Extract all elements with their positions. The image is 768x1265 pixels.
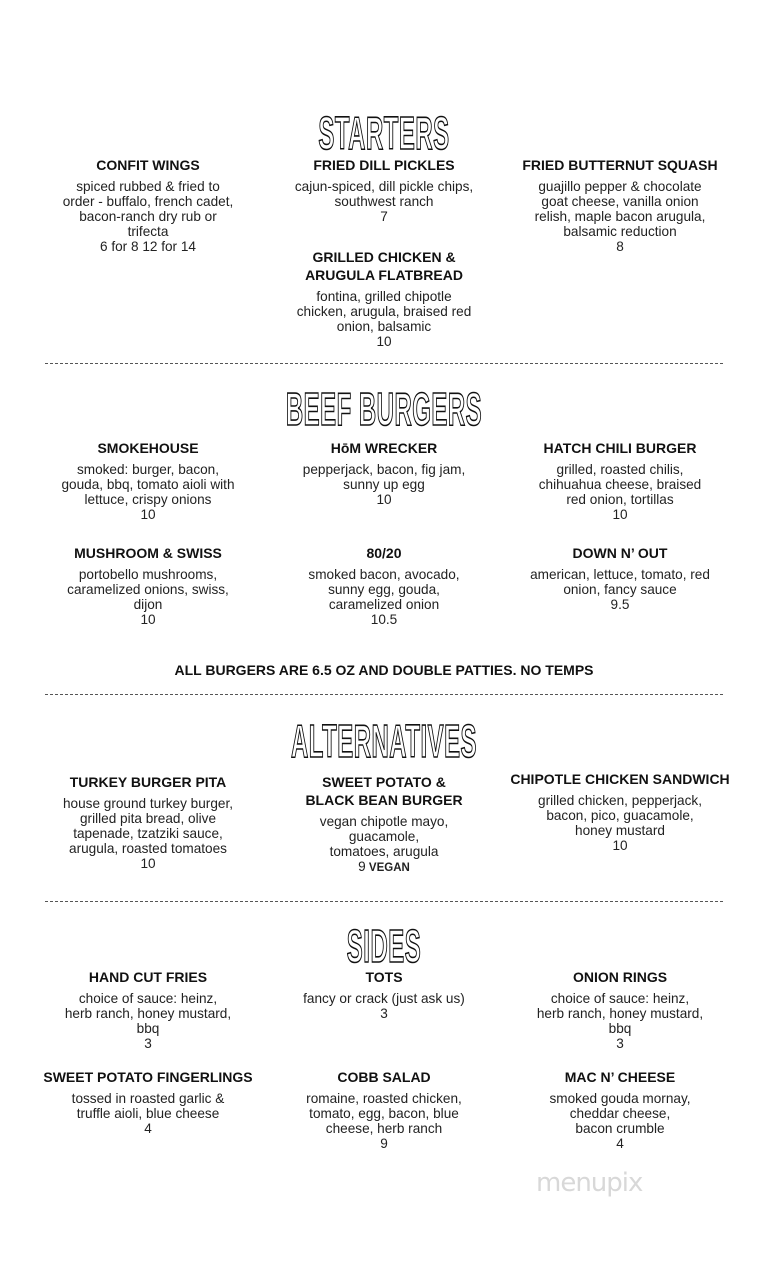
item-description: choice of sauce: heinz, herb ranch, honey mustard, bbq [536, 991, 704, 1036]
menu-item [259, 1068, 509, 1151]
menu-item [495, 156, 745, 254]
item-description: spiced rubbed & fried to order - buffalo, french cadet, bacon-ranch dry rub or trifecta [62, 179, 234, 239]
divider [45, 901, 723, 902]
item-price: 10 [376, 334, 392, 349]
menu-item [259, 248, 509, 349]
menu-item [259, 156, 509, 224]
menu-item [259, 968, 509, 1021]
item-price: 7 [380, 209, 388, 224]
item-price: 3 [144, 1036, 152, 1051]
item-price: 9 [380, 1136, 388, 1151]
item-price: 8 [616, 239, 624, 254]
item-price: 4 [616, 1136, 624, 1151]
divider [45, 694, 723, 695]
item-description: romaine, roasted chicken, tomato, egg, bacon, blue cheese, herb ranch [306, 1091, 462, 1136]
item-price: 10.5 [370, 612, 398, 627]
menu-item [23, 968, 273, 1051]
item-name: CHIPOTLE CHICKEN SANDWICH [510, 771, 730, 787]
item-name: SWEET POTATO & BLACK BEAN BURGER [305, 774, 463, 808]
item-price: 10 [140, 856, 156, 871]
item-name: SWEET POTATO FINGERLINGS [43, 1069, 253, 1085]
vegan-tag: VEGAN [365, 862, 410, 874]
item-name: MUSHROOM & SWISS [74, 545, 222, 561]
item-description: fancy or crack (just ask us) [303, 991, 465, 1006]
item-price: 10 [376, 492, 392, 507]
item-price: 10 [140, 507, 156, 522]
divider [45, 363, 723, 364]
menu-item [259, 439, 509, 507]
item-name: COBB SALAD [337, 1069, 431, 1085]
item-name: GRILLED CHICKEN & ARUGULA FLATBREAD [305, 249, 463, 283]
section-title-sides: SIDES [346, 920, 422, 972]
item-price: 6 for 8 12 for 14 [100, 239, 196, 254]
item-name: 80/20 [366, 545, 402, 561]
menu-item [495, 968, 745, 1051]
item-name: FRIED BUTTERNUT SQUASH [522, 157, 718, 173]
item-description: american, lettuce, tomato, red onion, fancy sauce [530, 567, 710, 597]
menu-item [23, 156, 273, 254]
item-description: vegan chipotle mayo, guacamole, tomatoes, arugula [319, 814, 449, 859]
menu-item [23, 1068, 273, 1136]
menu-item [495, 770, 745, 853]
menu-item [259, 544, 509, 627]
menu-item [23, 439, 273, 522]
item-name: HōM WRECKER [330, 440, 438, 456]
item-description: pepperjack, bacon, fig jam, sunny up egg [302, 462, 466, 492]
menu-item [259, 773, 509, 876]
item-price: 10 [140, 612, 156, 627]
item-description: fontina, grilled chipotle chicken, arugula, braised red onion, balsamic [296, 289, 472, 334]
burger-note: ALL BURGERS ARE 6.5 OZ AND DOUBLE PATTIES. NO TEMPS [174, 662, 594, 678]
item-description: guajillo pepper & chocolate goat cheese, vanilla onion relish, maple bacon arugula, balsamic reduction [534, 179, 706, 239]
item-description: tossed in roasted garlic & truffle aioli, blue cheese [71, 1091, 225, 1121]
section-title-beef-burgers: BEEF BURGERS [285, 383, 483, 435]
menu-item [495, 544, 745, 612]
section-title-alternatives: ALTERNATIVES [290, 715, 478, 767]
item-price: 10 [612, 838, 628, 853]
item-description: smoked: burger, bacon, gouda, bbq, tomato aioli with lettuce, crispy onions [61, 462, 235, 507]
item-description: smoked gouda mornay, cheddar cheese, bacon crumble [549, 1091, 691, 1136]
item-description: portobello mushrooms, caramelized onions, swiss, dijon [67, 567, 229, 612]
item-price: 9.5 [610, 597, 630, 612]
item-name: FRIED DILL PICKLES [313, 157, 455, 173]
item-name: SMOKEHOUSE [97, 440, 199, 456]
menu-item [495, 1068, 745, 1151]
item-description: grilled, roasted chilis, chihuahua cheese, braised red onion, tortillas [538, 462, 702, 507]
item-name: TURKEY BURGER PITA [69, 774, 227, 790]
item-price: 4 [144, 1121, 152, 1136]
item-description: grilled chicken, pepperjack, bacon, pico, guacamole, honey mustard [538, 793, 702, 838]
item-description: choice of sauce: heinz, herb ranch, honey mustard, bbq [64, 991, 232, 1036]
watermark: menupix [536, 1168, 643, 1198]
item-name: ONION RINGS [572, 969, 668, 985]
item-price: 3 [616, 1036, 624, 1051]
item-name: DOWN N’ OUT [572, 545, 668, 561]
menu-item [23, 544, 273, 627]
item-name: CONFIT WINGS [96, 157, 200, 173]
menu-item [23, 773, 273, 871]
item-price: 10 [612, 507, 628, 522]
item-description: cajun-spiced, dill pickle chips, southwest ranch [294, 179, 474, 209]
item-name: TOTS [365, 969, 403, 985]
item-name: MAC N’ CHEESE [564, 1069, 676, 1085]
item-name: HATCH CHILI BURGER [543, 440, 697, 456]
item-price: 9 VEGAN [358, 859, 410, 874]
item-description: house ground turkey burger, grilled pita bread, olive tapenade, tzatziki sauce, arugula, roasted tomatoes [62, 796, 234, 856]
menu-item [495, 439, 745, 522]
item-price: 3 [380, 1006, 388, 1021]
item-name: HAND CUT FRIES [88, 969, 208, 985]
section-title-starters: STARTERS [318, 107, 450, 159]
item-description: smoked bacon, avocado, sunny egg, gouda, caramelized onion [308, 567, 460, 612]
